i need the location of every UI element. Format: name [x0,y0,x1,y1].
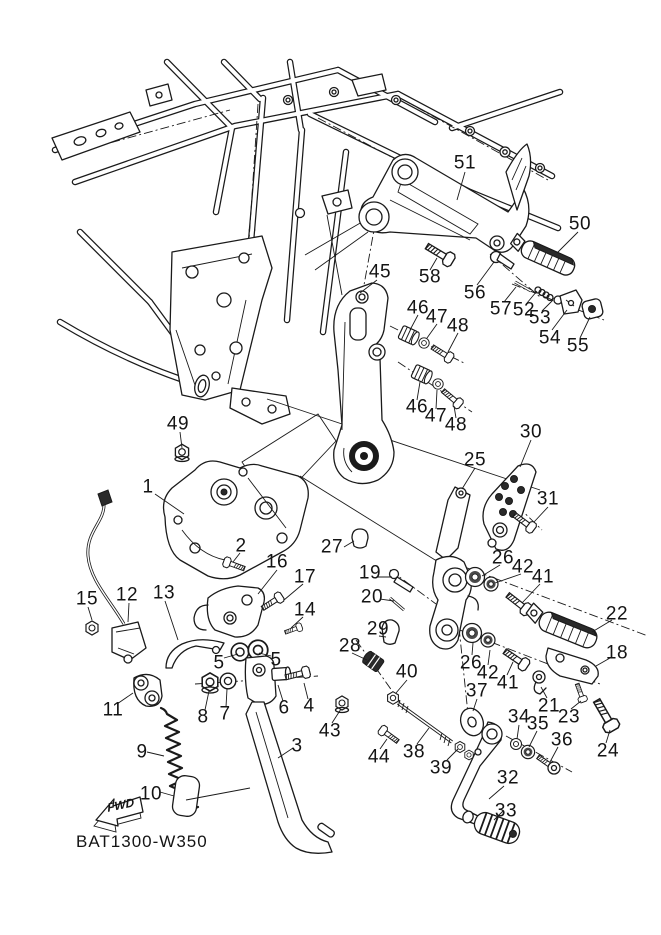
callout-19: 19 [358,562,382,584]
part-35-washer [521,745,534,758]
part-12-stand-switch [88,490,146,663]
callout-22: 22 [605,603,629,625]
part-3-side-stand [245,656,335,853]
callout-6: 6 [278,697,290,719]
callout-41: 41 [496,672,520,694]
callout-16: 16 [265,551,289,573]
cable-connector [98,490,112,506]
callout-18: 18 [605,642,629,664]
callout-29: 29 [366,618,390,640]
part-46-bushing [398,325,421,346]
callout-52: 52 [512,299,536,321]
part-45-heel-bracket [334,283,394,484]
callout-30: 30 [519,421,543,443]
callout-1: 1 [142,476,154,498]
callout-46: 46 [405,396,429,418]
callout-25: 25 [463,449,487,471]
part-52-spring [535,287,553,301]
part-54-plate [560,290,582,314]
callout-38: 38 [402,741,426,763]
part-38-shift-rod [398,700,452,746]
callout-46: 46 [406,297,430,319]
part-16-stopper-bracket [194,586,264,637]
callout-51: 51 [453,152,477,174]
part-58-bolt [423,240,456,268]
part-10-rubber-cover [171,775,200,818]
callout-23: 23 [557,706,581,728]
callout-37: 37 [465,680,489,702]
part-30-pedal-plate [483,464,536,550]
callout-10: 10 [139,783,163,805]
part-24-bolt [590,696,621,734]
part-28-grommet [361,650,385,672]
callout-4: 4 [303,695,315,717]
part-40-nut [388,692,399,705]
callout-15: 15 [75,588,99,610]
callout-47: 47 [425,306,449,328]
callout-47: 47 [424,405,448,427]
part-36-shoulder-bolt [535,752,560,774]
fwd-label: FWD [106,795,135,815]
frame-lower-bracket [230,388,290,424]
callout-9: 9 [136,741,148,763]
callout-57: 57 [489,298,513,320]
part-22-rider-footpeg [523,602,601,650]
callout-3: 3 [291,735,303,757]
callout-28: 28 [338,635,362,657]
part-20-spring-pin [390,598,404,610]
callout-35: 35 [526,713,550,735]
callout-27: 27 [320,536,344,558]
part-7-washer [220,673,236,689]
part-41-bolt [501,646,531,672]
callout-20: 20 [360,586,384,608]
callout-33: 33 [494,800,518,822]
part-21-clip [533,671,546,694]
part-50-passenger-footpeg [508,233,578,278]
callout-12: 12 [115,584,139,606]
part-51-footrest-bracket [359,144,531,252]
callout-21: 21 [537,695,561,717]
callout-17: 17 [293,566,317,588]
callout-24: 24 [596,740,620,762]
callout-39: 39 [429,757,453,779]
callout-49: 49 [166,413,190,435]
part-15-nut [86,621,98,635]
callout-43: 43 [318,720,342,742]
callout-26: 26 [491,547,515,569]
callout-53: 53 [528,307,552,329]
callout-45: 45 [368,261,392,283]
part-27-cap [352,529,368,548]
callout-56: 56 [463,282,487,304]
part-39-locknut [455,741,473,760]
part-26-collar [466,568,485,587]
callout-14: 14 [293,599,317,621]
callout-41: 41 [531,566,555,588]
callout-58: 58 [418,266,442,288]
callout-11: 11 [102,699,124,721]
callout-48: 48 [446,315,470,337]
part-42-washer [481,633,495,647]
callout-5: 5 [270,649,282,671]
part-55-cover [581,298,604,320]
callout-34: 34 [507,706,531,728]
part-47-collar [419,338,429,348]
callout-48: 48 [444,414,468,436]
callout-44: 44 [367,746,391,768]
callout-32: 32 [496,767,520,789]
callout-42: 42 [476,662,500,684]
part-44-bolt [377,724,401,745]
callout-55: 55 [566,335,590,357]
callout-7: 7 [219,703,231,725]
part-34-washer [510,738,521,749]
part-14-bolt [284,622,304,636]
callout-8: 8 [197,706,209,728]
callout-26: 26 [459,652,483,674]
callout-2: 2 [235,535,247,557]
part-11-hook-bracket [134,674,162,706]
callout-42: 42 [511,556,535,578]
callout-5: 5 [213,652,225,674]
part-47-collar [433,379,443,389]
callout-13: 13 [152,582,176,604]
callout-36: 36 [550,729,574,751]
part-46-bushing [411,364,434,385]
part-42-washer [484,577,498,591]
part-43-nut [336,696,349,713]
diagram-code: BAT1300-W350 [76,832,208,851]
callout-54: 54 [538,327,562,349]
callout-31: 31 [536,488,560,510]
callout-50: 50 [568,213,592,235]
callout-40: 40 [395,661,419,683]
part-19-pin [390,570,414,593]
part-18-peg-bracket [546,648,598,684]
part-8-nut [202,673,218,693]
part-56-pin [491,252,515,270]
frame-plate [52,112,140,160]
part-23-bolt [573,682,588,703]
part-26-collar [463,624,482,643]
